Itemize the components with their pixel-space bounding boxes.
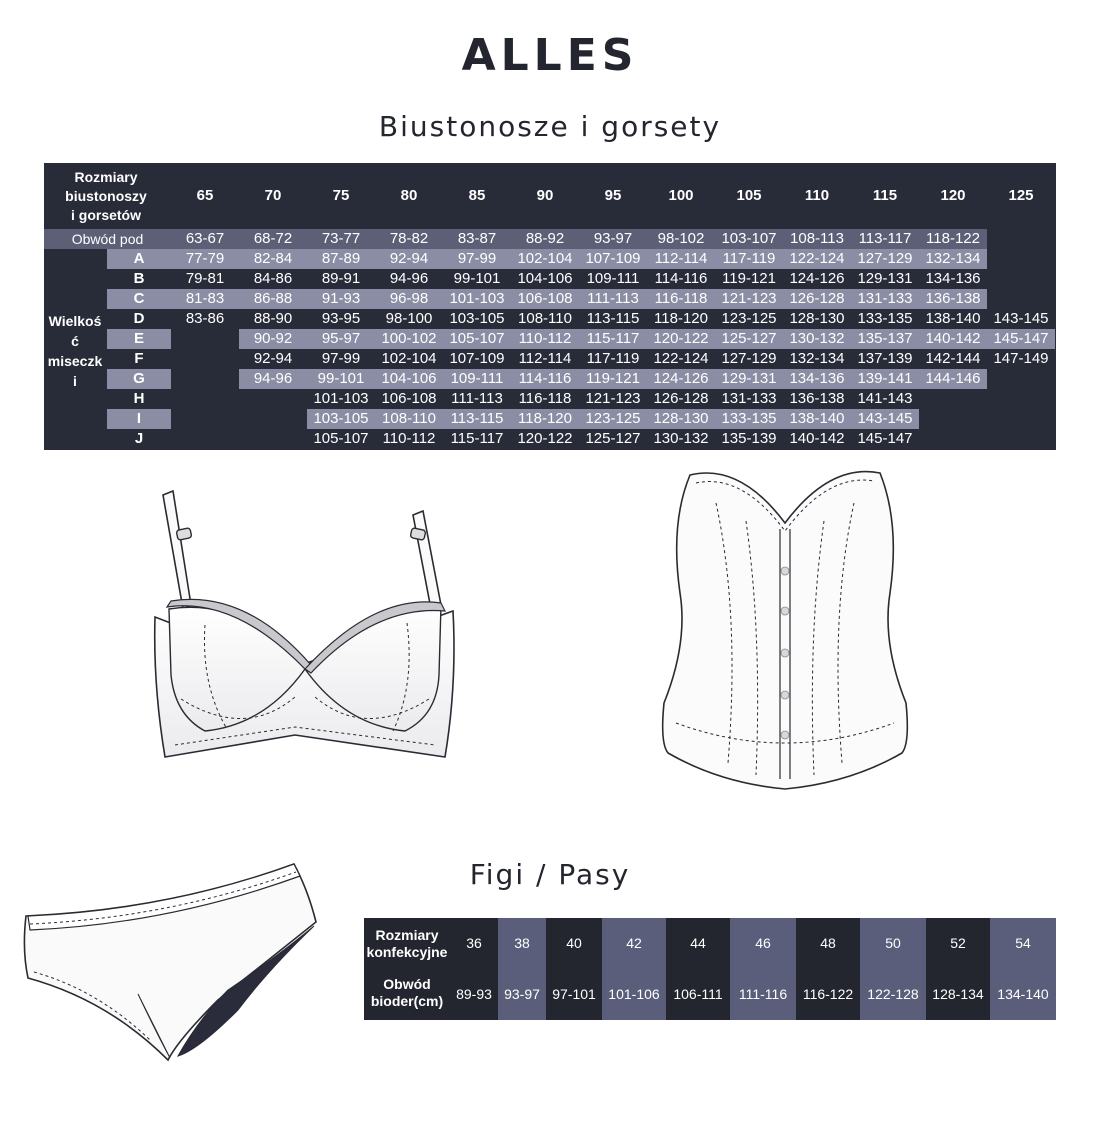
cup-label-e: E (133, 330, 144, 347)
cup-size-value: 145-147 (857, 430, 913, 447)
cup-size-value: 92-94 (389, 250, 429, 267)
figi-label-column (364, 918, 450, 1020)
cup-size-label: Wielkoś ć miseczk i (47, 313, 103, 389)
band-size-header: 95 (604, 187, 622, 204)
cup-size-value: 105-107 (313, 430, 369, 447)
cup-label-h: H (133, 390, 145, 407)
cup-size-value: 115-117 (586, 330, 640, 347)
brand-title: ALLES (461, 30, 639, 81)
cup-size-value: 110-112 (518, 330, 572, 347)
figi-size-value: 50 (885, 935, 901, 951)
cup-size-value: 121-123 (585, 390, 641, 407)
cup-size-value: 132-134 (789, 350, 845, 367)
bra-section-title: Biustonosze i gorsety (378, 110, 722, 143)
cup-size-value: 122-124 (653, 350, 709, 367)
cup-size-value: 140-142 (789, 430, 845, 447)
underbust-value: 63-67 (185, 230, 225, 247)
cup-label-d: D (133, 310, 145, 327)
figi-size-value: 44 (690, 935, 706, 951)
cup-size-value: 112-114 (654, 250, 708, 267)
cup-size-value: 133-135 (721, 410, 777, 427)
cup-size-value: 124-126 (653, 370, 709, 387)
cup-size-value: 143-145 (857, 410, 913, 427)
cup-size-value: 106-108 (517, 290, 573, 307)
band-size-header: 90 (536, 187, 554, 204)
cup-size-value: 105-107 (449, 330, 505, 347)
cup-size-value: 91-93 (321, 290, 361, 307)
cup-label-g: G (133, 370, 145, 387)
cup-size-value: 94-96 (389, 270, 429, 287)
cup-size-value: 125-127 (721, 330, 777, 347)
cup-size-value: 108-110 (518, 310, 572, 327)
cup-size-value: 124-126 (789, 270, 845, 287)
cup-size-value: 106-108 (381, 390, 437, 407)
cup-size-value: 115-117 (450, 430, 504, 447)
cup-size-value: 121-123 (721, 290, 777, 307)
band-size-header: 65 (196, 187, 214, 204)
cup-size-value: 82-84 (253, 250, 293, 267)
cup-size-value: 138-140 (925, 310, 981, 327)
underbust-value: 103-107 (721, 230, 777, 247)
cup-size-value: 145-147 (993, 330, 1049, 347)
figi-hip-value: 116-122 (802, 986, 854, 1002)
cup-size-value: 137-139 (857, 350, 913, 367)
cup-size-value: 97-99 (457, 250, 497, 267)
cup-size-value: 139-141 (857, 370, 913, 387)
band-size-header: 100 (668, 187, 694, 204)
underbust-value: 98-102 (657, 230, 705, 247)
band-size-header: 85 (468, 187, 486, 204)
figi-size-column (498, 918, 546, 1020)
cup-size-value: 102-104 (381, 350, 437, 367)
cup-size-value: 81-83 (185, 290, 225, 307)
cup-size-value: 133-135 (857, 310, 913, 327)
cup-size-value: 130-132 (653, 430, 709, 447)
cup-size-value: 119-121 (722, 270, 776, 287)
cup-size-value: 132-134 (925, 250, 981, 267)
cup-size-value: 142-144 (925, 350, 981, 367)
underbust-value: 108-113 (790, 230, 844, 247)
figi-hip-value: 97-101 (552, 986, 596, 1002)
underbust-value: 113-117 (858, 230, 912, 247)
briefs-illustration (18, 860, 328, 1070)
band-size-header: 125 (1008, 187, 1034, 204)
figi-size-value: 42 (626, 935, 642, 951)
cup-label-c: C (133, 290, 145, 307)
cup-size-value: 99-101 (317, 370, 365, 387)
figi-hip-value: 128-134 (932, 986, 984, 1002)
cup-size-value: 128-130 (653, 410, 709, 427)
cup-size-value: 131-133 (857, 290, 913, 307)
underbust-label: Obwód pod (71, 231, 144, 247)
cup-size-value: 113-115 (450, 410, 504, 427)
cup-size-value: 113-115 (586, 310, 640, 327)
cup-label-b: B (133, 270, 145, 287)
figi-hip-value: 89-93 (456, 986, 492, 1002)
underbust-value: 88-92 (525, 230, 565, 247)
band-size-header: 70 (264, 187, 282, 204)
cup-size-value: 117-119 (722, 250, 776, 267)
cup-label-j: J (134, 430, 144, 447)
underbust-value: 118-122 (926, 230, 980, 247)
cup-size-value: 118-120 (518, 410, 572, 427)
cup-size-value: 94-96 (253, 370, 293, 387)
cup-size-value: 90-92 (253, 330, 293, 347)
figi-size-column (796, 918, 860, 1020)
cup-size-value: 108-110 (382, 410, 436, 427)
cup-size-value: 111-113 (587, 290, 639, 307)
cup-size-value: 107-109 (585, 250, 641, 267)
cup-size-value: 127-129 (857, 250, 913, 267)
cup-size-value: 130-132 (789, 330, 845, 347)
cup-size-value: 112-114 (518, 350, 572, 367)
band-size-header: 75 (332, 187, 350, 204)
figi-size-value: 46 (755, 935, 771, 951)
cup-size-value: 102-104 (517, 250, 573, 267)
cup-size-value: 100-102 (381, 330, 437, 347)
cup-size-value: 120-122 (653, 330, 709, 347)
cup-size-value: 126-128 (789, 290, 845, 307)
cup-size-value: 127-129 (721, 350, 777, 367)
cup-size-value: 99-101 (453, 270, 501, 287)
cup-size-value: 136-138 (789, 390, 845, 407)
cup-size-value: 103-105 (313, 410, 369, 427)
figi-size-column (546, 918, 602, 1020)
cup-size-value: 104-106 (517, 270, 573, 287)
cup-size-value: 103-105 (449, 310, 505, 327)
figi-section-title: Figi / Pasy (469, 858, 631, 891)
cup-size-value: 114-116 (654, 270, 708, 287)
band-size-header: 80 (400, 187, 418, 204)
cup-size-value: 140-142 (925, 330, 981, 347)
cup-size-value: 119-121 (586, 370, 640, 387)
figi-size-column (926, 918, 990, 1020)
figi-size-value: 52 (950, 935, 966, 951)
cup-size-value: 129-131 (857, 270, 913, 287)
cup-size-value: 98-100 (385, 310, 433, 327)
cup-size-value: 109-111 (586, 270, 640, 287)
figi-size-value: 40 (566, 935, 582, 951)
cup-size-value: 84-86 (253, 270, 293, 287)
figi-hip-value: 111-116 (738, 986, 788, 1002)
cup-size-value: 126-128 (653, 390, 709, 407)
cup-size-value: 134-136 (925, 270, 981, 287)
cup-size-value: 120-122 (517, 430, 573, 447)
figi-size-table (364, 918, 1056, 1020)
cup-size-value: 117-119 (586, 350, 640, 367)
cup-size-value: 87-89 (321, 250, 361, 267)
cup-size-value: 93-95 (321, 310, 361, 327)
cup-size-value: 125-127 (585, 430, 641, 447)
figi-hip-value: 101-106 (608, 986, 660, 1002)
figi-hip-value: 93-97 (504, 986, 540, 1002)
cup-size-value: 89-91 (321, 270, 361, 287)
cup-size-value: 95-97 (321, 330, 361, 347)
figi-size-column (860, 918, 926, 1020)
figi-size-column (730, 918, 796, 1020)
underbust-value: 68-72 (253, 230, 293, 247)
cup-size-value: 123-125 (585, 410, 641, 427)
corset-illustration (650, 463, 920, 793)
cup-size-value: 109-111 (450, 370, 504, 387)
band-size-header: 110 (804, 187, 830, 204)
cup-size-value: 107-109 (449, 350, 505, 367)
figi-hip-label: Obwód bioder(cm) (370, 976, 444, 1009)
underbust-value: 73-77 (321, 230, 361, 247)
cup-size-value: 97-99 (321, 350, 361, 367)
cup-label-i: I (136, 410, 142, 427)
cup-size-value: 111-113 (451, 390, 503, 407)
cup-label-a: A (133, 250, 145, 267)
figi-size-value: 48 (820, 935, 836, 951)
cup-size-value: 123-125 (721, 310, 777, 327)
cup-size-value: 135-137 (857, 330, 913, 347)
cup-size-value: 118-120 (654, 310, 708, 327)
figi-hip-value: 106-111 (673, 986, 723, 1002)
cup-size-value: 141-143 (857, 390, 913, 407)
underbust-value: 83-87 (457, 230, 497, 247)
figi-size-label: Rozmiary konfekcyjne (366, 927, 448, 960)
cup-size-value: 101-103 (313, 390, 369, 407)
cup-size-value: 122-124 (789, 250, 845, 267)
cup-size-value: 104-106 (381, 370, 437, 387)
underbust-value: 93-97 (593, 230, 633, 247)
cup-size-value: 79-81 (185, 270, 225, 287)
cup-size-value: 110-112 (382, 430, 436, 447)
corner-label: Rozmiary biustonoszy i gorsetów (65, 169, 147, 223)
cup-size-value: 135-139 (721, 430, 777, 447)
cup-size-value: 128-130 (789, 310, 845, 327)
cup-size-value: 136-138 (925, 290, 981, 307)
underbust-value: 78-82 (389, 230, 429, 247)
band-size-header: 120 (940, 187, 966, 204)
cup-size-value: 116-118 (518, 390, 572, 407)
cup-size-value: 131-133 (721, 390, 777, 407)
figi-size-value: 38 (514, 935, 530, 951)
figi-size-column (602, 918, 666, 1020)
cup-size-value: 144-146 (925, 370, 981, 387)
figi-size-column (666, 918, 730, 1020)
cup-size-value: 143-145 (993, 310, 1049, 327)
figi-size-column (450, 918, 498, 1020)
cup-size-value: 114-116 (518, 370, 572, 387)
cup-size-value: 96-98 (389, 290, 429, 307)
figi-size-value: 36 (466, 935, 482, 951)
bra-size-table (44, 163, 1056, 450)
cup-size-value: 134-136 (789, 370, 845, 387)
cup-size-value: 101-103 (449, 290, 505, 307)
cup-size-value: 129-131 (721, 370, 777, 387)
figi-hip-value: 134-140 (997, 986, 1049, 1002)
band-size-header: 105 (736, 187, 762, 204)
cup-size-value: 138-140 (789, 410, 845, 427)
cup-size-value: 83-86 (185, 310, 225, 327)
cup-size-value: 116-118 (654, 290, 708, 307)
band-size-header: 115 (872, 187, 898, 204)
cup-size-value: 147-149 (993, 350, 1049, 367)
cup-size-value: 86-88 (253, 290, 293, 307)
cup-size-value: 92-94 (253, 350, 293, 367)
cup-size-value: 77-79 (185, 250, 225, 267)
figi-size-value: 54 (1015, 935, 1031, 951)
cup-label-f: F (134, 350, 144, 367)
figi-hip-value: 122-128 (867, 986, 919, 1002)
bra-illustration (145, 485, 465, 765)
cup-size-value: 88-90 (253, 310, 293, 327)
figi-size-column (990, 918, 1056, 1020)
